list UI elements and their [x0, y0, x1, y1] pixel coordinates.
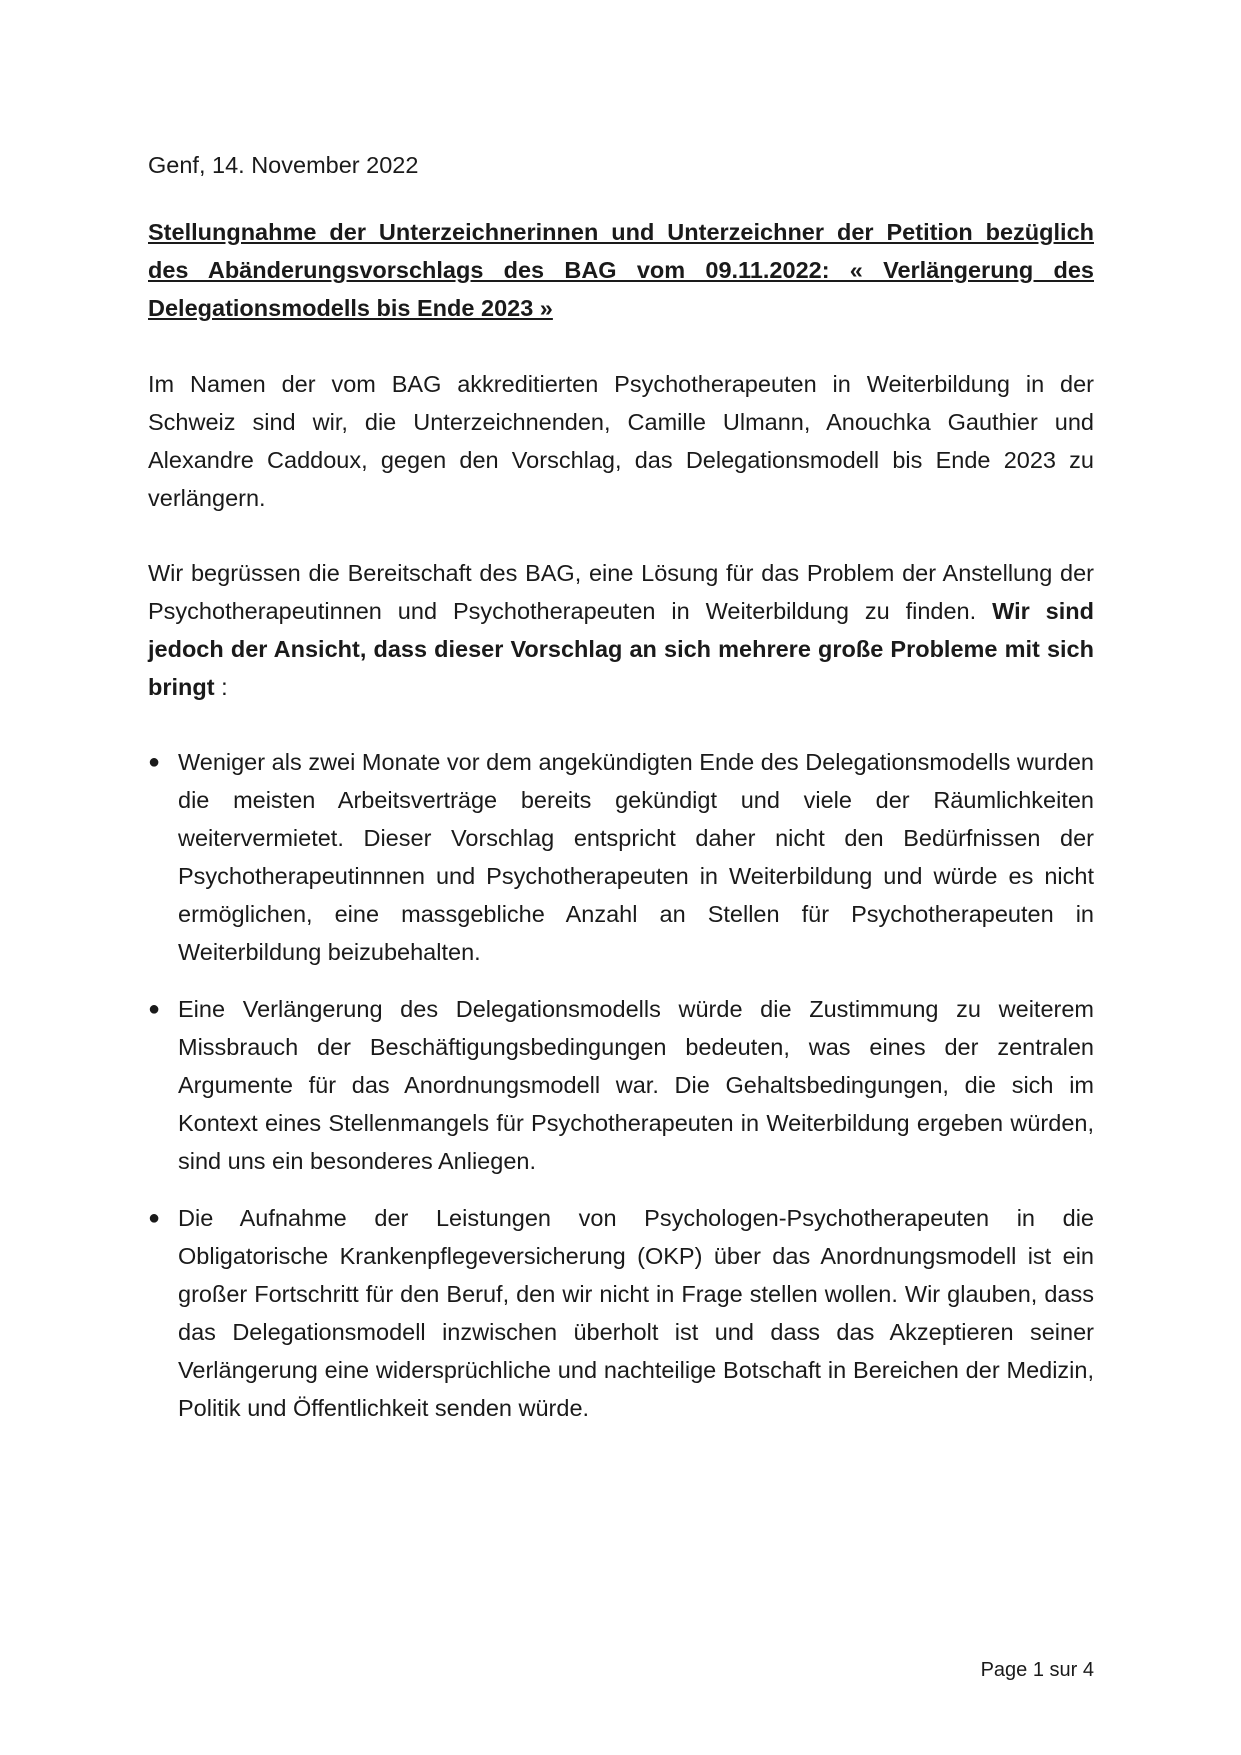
bullet-dot-icon: ●	[148, 998, 161, 1020]
problem-list	[148, 743, 1094, 1427]
list-item-text: Die Aufnahme der Leistungen von Psychologen-Psychotherapeuten in die Obligatorische Krankenpflegeversicherung (OKP) über das Anordnungsmodell ist ein großer Fortschritt für den Beruf, den wir nicht in Frage stellen wollen. Wir glauben, dass das Delegationsmodell inzwischen überholt ist und dass das Akzeptieren seiner Verlängerung eine widersprüchliche und nachteilige Botschaft in Bereichen der Medizin, Politik und Öffentlichkeit senden würde.	[178, 1205, 1094, 1421]
paragraph-problems-text: Wir begrüssen die Bereitschaft des BAG, eine Lösung für das Problem der Anstellung der Psychotherapeutinnen und Psychotherapeuten in Weiterbildung zu finden.	[148, 560, 1094, 624]
page-number: Page 1 sur 4	[980, 1659, 1094, 1681]
bullet-dot-icon: ●	[148, 751, 161, 773]
document-title: Stellungnahme der Unterzeichnerinnen und Unterzeichner der Petition bezüglich des Abänderungsvorschlags des BAG vom 09.11.2022: « Verlängerung des Delegationsmodells bis Ende 2023 »	[148, 219, 1094, 321]
paragraph-opposition: Im Namen der vom BAG akkreditierten Psychotherapeuten in Weiterbildung in der Schweiz sind wir, die Unterzeichnenden, Camille Ulmann, Anouchka Gauthier und Alexandre Caddoux, gegen den Vorschlag, das Delegationsmodell bis Ende 2023 zu verlängern.	[148, 371, 1094, 511]
list-item-text: Eine Verlängerung des Delegationsmodells würde die Zustimmung zu weiterem Missbrauch der Beschäftigungsbedingungen bedeuten, was eines der zentralen Argumente für das Anordnungsmodell war. Die Gehaltsbedingungen, die sich im Kontext eines Stellenmangels für Psychotherapeuten in Weiterbildung ergeben würden, sind uns ein besonderes Anliegen.	[178, 996, 1094, 1174]
list-item-text: Weniger als zwei Monate vor dem angekündigten Ende des Delegationsmodells wurden die meisten Arbeitsverträge bereits gekündigt und viele der Räumlichkeiten weitervermietet. Dieser Vorschlag entspricht daher nicht den Bedürfnissen der Psychotherapeutinnnen und Psychotherapeuten in Weiterbildung und würde es nicht ermöglichen, eine massgebliche Anzahl an Stellen für Psychotherapeuten in Weiterbildung beizubehalten.	[178, 749, 1094, 965]
paragraph-problems	[148, 554, 1094, 706]
paragraph-problems-emphasis: Wir sind jedoch der Ansicht, dass dieser Vorschlag an sich mehrere große Probleme mit sich bringt	[148, 598, 1094, 700]
list-item	[148, 990, 1094, 1180]
list-item	[148, 1199, 1094, 1427]
document-body	[148, 146, 1094, 1446]
list-item	[148, 743, 1094, 971]
document-date: Genf, 14. November 2022	[148, 152, 419, 178]
bullet-dot-icon: ●	[148, 1207, 161, 1229]
paragraph-problems-colon: :	[214, 674, 228, 700]
